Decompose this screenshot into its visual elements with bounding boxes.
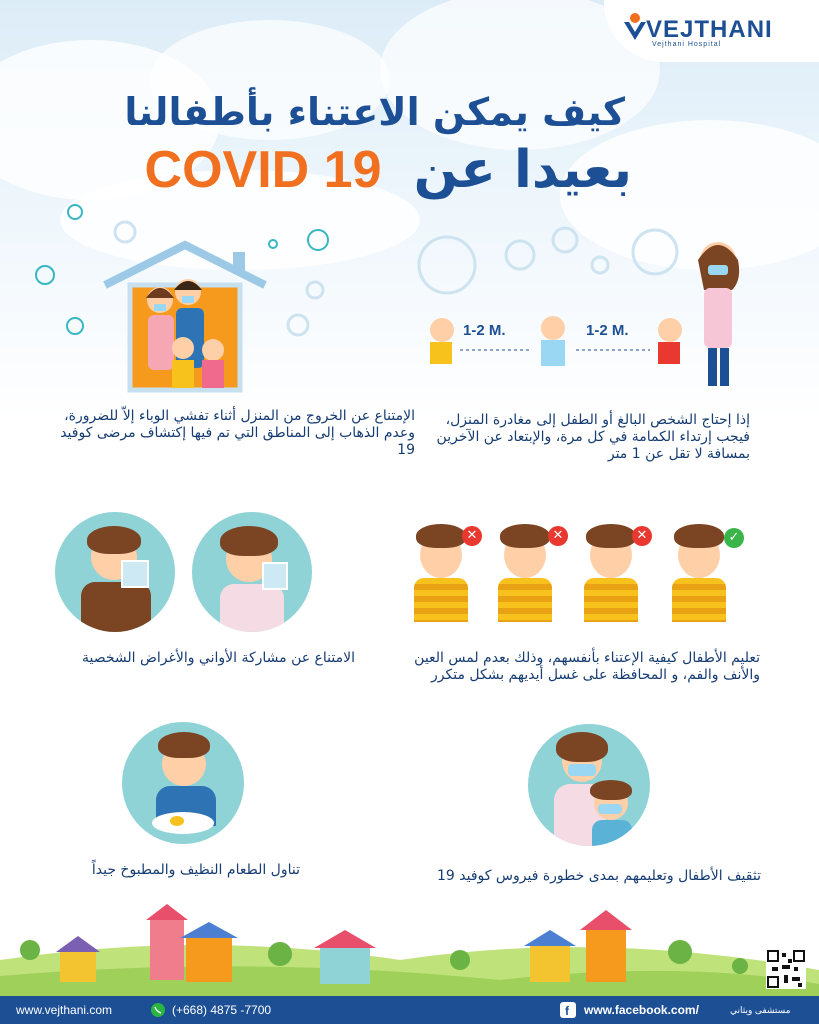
qr-code-icon (766, 949, 806, 989)
village-illustration (0, 900, 819, 996)
whatsapp-icon (150, 1002, 166, 1018)
caption-clean-food: تناول الطعام النظيف والمطبوخ جيداً (91, 862, 300, 878)
svg-text:f: f (565, 1004, 569, 1018)
check-icon: ✓ (724, 528, 744, 548)
house-family-illustration (100, 240, 270, 395)
facebook-link[interactable]: www.facebook.com/ (584, 1003, 699, 1017)
phone-number[interactable]: (+668) 4875 -7700 (172, 1003, 272, 1017)
covid-label: COVID 19 (144, 141, 382, 199)
caption-mask-distance: إذا إحتاج الشخص البالغ أو الطفل إلى مغادرة المنزل، فيجب إرتداء الكمامة في كل مرة، والإبتعاد عن الآخرين بمسافة لا تقل عن 1 متر (436, 412, 750, 462)
distance-label-left: 1-2 M. (463, 322, 506, 339)
mother-child-circle (528, 724, 650, 846)
logo-mark-icon (622, 12, 648, 42)
caption-no-sharing: الامتناع عن مشاركة الأواني والأغراض الشخصية (81, 650, 355, 666)
kid-drinking-circle-1 (55, 512, 175, 632)
wrong-icon: ✕ (632, 526, 652, 546)
facebook-icon (560, 1002, 576, 1018)
wrong-icon: ✕ (462, 526, 482, 546)
facebook-page-name: مستشفى ويثاني (730, 1005, 791, 1015)
distance-label-right: 1-2 M. (586, 322, 629, 339)
logo-area (604, 0, 819, 62)
page-title: كيف يمكن الاعتناء بأطفالنا (124, 90, 625, 134)
brand-name: VEJTHANI (646, 16, 773, 43)
brand-subtitle: Vejthani Hospital (652, 41, 722, 48)
away-from-label: بعيدا عن (413, 140, 632, 200)
website-link[interactable]: www.vejthani.com (16, 1003, 113, 1017)
self-care-illustration (400, 520, 755, 630)
caption-educate: تثقيف الأطفال وتعليمهم بمدى خطورة فيروس كوفيد 19 (437, 868, 761, 884)
wrong-icon: ✕ (548, 526, 568, 546)
footer-bar (0, 996, 819, 1024)
kid-eating-circle (122, 722, 244, 844)
caption-self-care: تعليم الأطفال كيفية الإعتناء بأنفسهم، وذلك بعدم لمس العين والأنف والفم، و المحافظة على غسل أيديهم بشكل متكرر (414, 650, 760, 683)
distancing-illustration (420, 230, 750, 395)
kid-drinking-circle-2 (192, 512, 312, 632)
caption-stay-home: الإمتناع عن الخروج من المنزل أثناء تفشي الوباء إلاّ للضرورة، وعدم الذهاب إلى المناطق التي تم فيها إكتشاف مرضى كوفيد 19 (60, 408, 415, 458)
